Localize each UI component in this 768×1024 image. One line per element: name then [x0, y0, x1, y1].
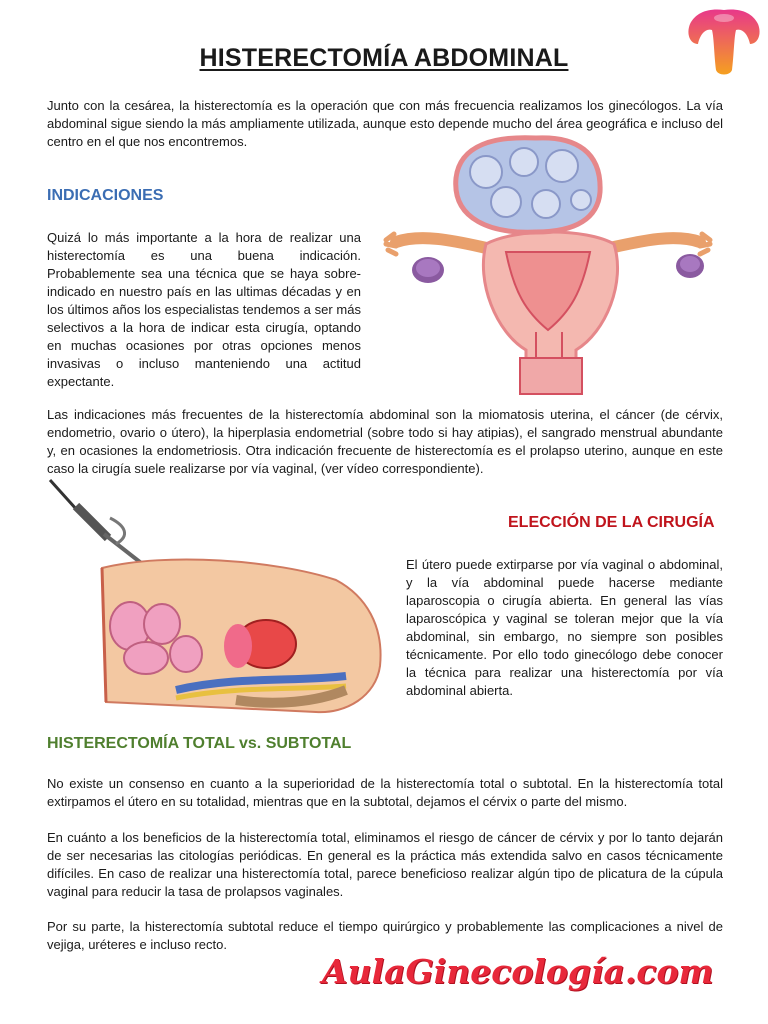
- indicaciones-paragraph-2: Las indicaciones más frecuentes de la histerectomía abdominal son la miomatosis uterina, el cáncer (de cérvix, endometrio, ovario o útero), la hiperplasia endometrial (sobre todo si hay atipias), el sangrado menstrual abundante y, en ocasiones la endometriosis. Otra indicación frecuente de histerectomía es el prolapso uterino, aunque en este caso la cirugía suele realizarse por vía vaginal, (ver vídeo correspondiente).: [47, 407, 723, 476]
- intro-paragraph: Junto con la cesárea, la histerectomía es la operación que con más frecuencia realizamos los ginecólogos. La vía abdominal sigue siendo la más ampliamente utilizada, aunque esto depende mucho del área geográfica e incluso del centro en el que nos encontremos.: [47, 98, 723, 149]
- surgery-illustration: [46, 476, 392, 732]
- indicaciones-paragraph-1: Quizá lo más importante a la hora de realizar una histerectomía es una buena indicación. Probablemente sea una técnica que se haya sobre-indicado en nuestro país en las ultimas décadas y en los últimos años los especialistas tendemos a ser más selectivos a la hora de indicar esta cirugía, optando en muchas ocasiones por otras opciones menos invasivas o incluso manteniendo una actitud expectante.: [47, 230, 361, 389]
- total-paragraph-3: Por su parte, la histerectomía subtotal reduce el tiempo quirúrgico y probablemente las complicaciones a nivel de vejiga, uréteres e incluso recto.: [47, 919, 723, 952]
- uterus-illustration: [376, 132, 720, 408]
- footer-website: AulaGinecología.com: [322, 952, 714, 991]
- total-paragraph-1: No existe un consenso en cuanto a la superioridad de la histerectomía total o subtotal. En la histerectomía total extirpamos el útero en su totalidad, mientras que en la subtotal, dejamos el cérvix o parte del mismo.: [47, 776, 723, 809]
- total-subtotal-heading: HISTERECTOMÍA TOTAL vs. SUBTOTAL: [47, 735, 352, 752]
- eleccion-paragraph: El útero puede extirparse por vía vaginal o abdominal, y la vía abdominal puede hacerse mediante laparoscopia o cirugía abierta. En general las vías laparoscópica y vaginal se toleran mejor que la vía abdominal, sin embargo, no siempre son posibles técnicamente. Por ello todo ginecólogo debe conocer la técnica para realizar una histerectomía por vía abdominal abierta.: [406, 557, 723, 698]
- eleccion-heading: ELECCIÓN DE LA CIRUGÍA: [508, 514, 715, 531]
- page-title: HISTERECTOMÍA ABDOMINAL: [199, 44, 569, 72]
- indicaciones-heading: INDICACIONES: [47, 187, 164, 204]
- total-paragraph-2: En cuánto a los beneficios de la histerectomía total, eliminamos el riesgo de cáncer de cérvix y por lo tanto dejarán de ser necesarias las citologías periódicas. En general es la práctica más extendida salvo en casos técnicamente difíciles. En caso de realizar una histerectomía total, parece beneficioso realizar algún tipo de plicatura de la cúpula vaginal para reducir la tasa de prolapsos vaginales.: [47, 830, 723, 899]
